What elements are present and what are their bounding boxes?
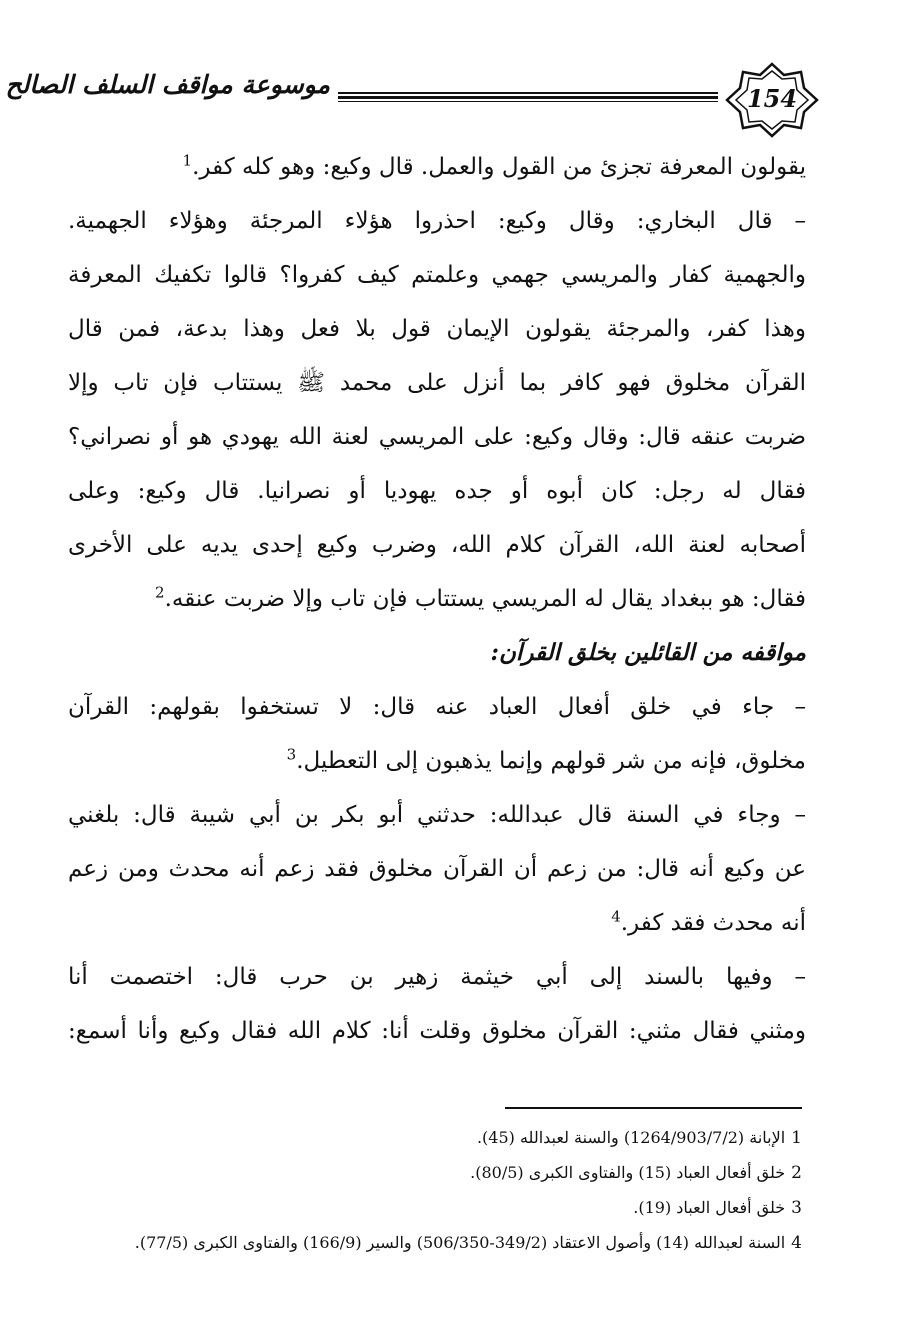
footnote-number: 2 (791, 1163, 802, 1183)
footnote-text: خلق أفعال العباد (19). (633, 1198, 786, 1217)
text-line: والجهمية كفار والمريسي جهمي وعلمتم كيف كفروا؟ قالوا تكفيك المعرفة (68, 262, 806, 288)
text-line: مخلوق، فإنه من شر قولهم وإنما يذهبون إلى التعطيل.$^3$ (286, 745, 806, 774)
text-line: – وفيها بالسند إلى أبي خيثمة زهير بن حرب قال: اختصمت أنا (68, 964, 806, 990)
page-number: 154 (746, 84, 798, 113)
text-line: – وجاء في السنة قال عبدالله: حدثني أبو بكر بن أبي شيبة قال: بلغني (68, 802, 806, 828)
footnote-item (80, 1120, 802, 1155)
main-text (68, 140, 806, 1058)
text-line: ومثني فقال مثني: القرآن مخلوق وقلت أنا: كلام الله فقال وكيع وأنا أسمع: (68, 1018, 806, 1044)
text-line: أصحابه لعنة الله، القرآن كلام الله، وضرب وكيع إحدى يديه على الأخرى (68, 532, 806, 558)
footnote-item (80, 1190, 802, 1225)
text-line: ضربت عنقه قال: وقال وكيع: على المريسي لعنة الله يهودي هو أو نصراني؟ (68, 424, 806, 450)
footnote-text: خلق أفعال العباد (15) والفتاوى الكبرى (80/5). (470, 1163, 786, 1182)
text-line: فقال: هو ببغداد يقال له المريسي يستتاب فإن تاب وإلا ضربت عنقه.$^2$ (155, 583, 806, 612)
text-line: – قال البخاري: وقال وكيع: احذروا هؤلاء المرجئة وهؤلاء الجهمية. (68, 208, 806, 234)
text-line: وهذا كفر، والمرجئة يقولون الإيمان قول بلا فعل وهذا بدعة، فمن قال (68, 316, 806, 342)
footnote-text: السنة لعبدالله (14) وأصول الاعتقاد (349/2-506/350) والسير (166/9) والفتاوى الكبرى (77/5). (134, 1233, 786, 1252)
footnote-item (80, 1155, 802, 1190)
footnote-ref: 2 (155, 583, 165, 602)
footnote-number: 3 (791, 1198, 802, 1218)
text-line: – جاء في خلق أفعال العباد عنه قال: لا تستخفوا بقولهم: القرآن (68, 694, 806, 720)
footnote-separator (505, 1107, 802, 1109)
text-line: فقال له رجل: كان أبوه أو جده يهوديا أو نصرانيا. قال وكيع: وعلى (68, 478, 806, 504)
footnote-number: 1 (791, 1128, 802, 1148)
footnotes (80, 1120, 802, 1260)
page-number-badge (724, 62, 820, 138)
footnote-ref: 4 (611, 907, 621, 926)
footnote-ref: 1 (182, 151, 193, 170)
footnote-item (80, 1225, 802, 1260)
header-rule (338, 92, 718, 102)
footnote-text: الإبانة (1264/903/7/2) والسنة لعبدالله (45). (476, 1128, 786, 1147)
text-line: القرآن مخلوق فهو كافر بما أنزل على محمد ﷺ يستتاب فإن تاب وإلا (68, 370, 806, 396)
footnote-number: 4 (791, 1233, 802, 1253)
page-header (5, 62, 820, 142)
text-line: يقولون المعرفة تجزئ من القول والعمل. قال وكيع: وهو كله كفر.$^1$ (182, 151, 806, 180)
running-title: موسوعة مواقف السلف الصالح (5, 70, 330, 99)
section-heading: مواقفه من القائلين بخلق القرآن: (490, 639, 806, 666)
footnote-ref: 3 (286, 745, 297, 764)
text-line: أنه محدث فقد كفر.$^4$ (611, 907, 806, 936)
text-line: عن وكيع أنه قال: من زعم أن القرآن مخلوق فقد زعم أنه محدث ومن زعم (68, 856, 806, 882)
